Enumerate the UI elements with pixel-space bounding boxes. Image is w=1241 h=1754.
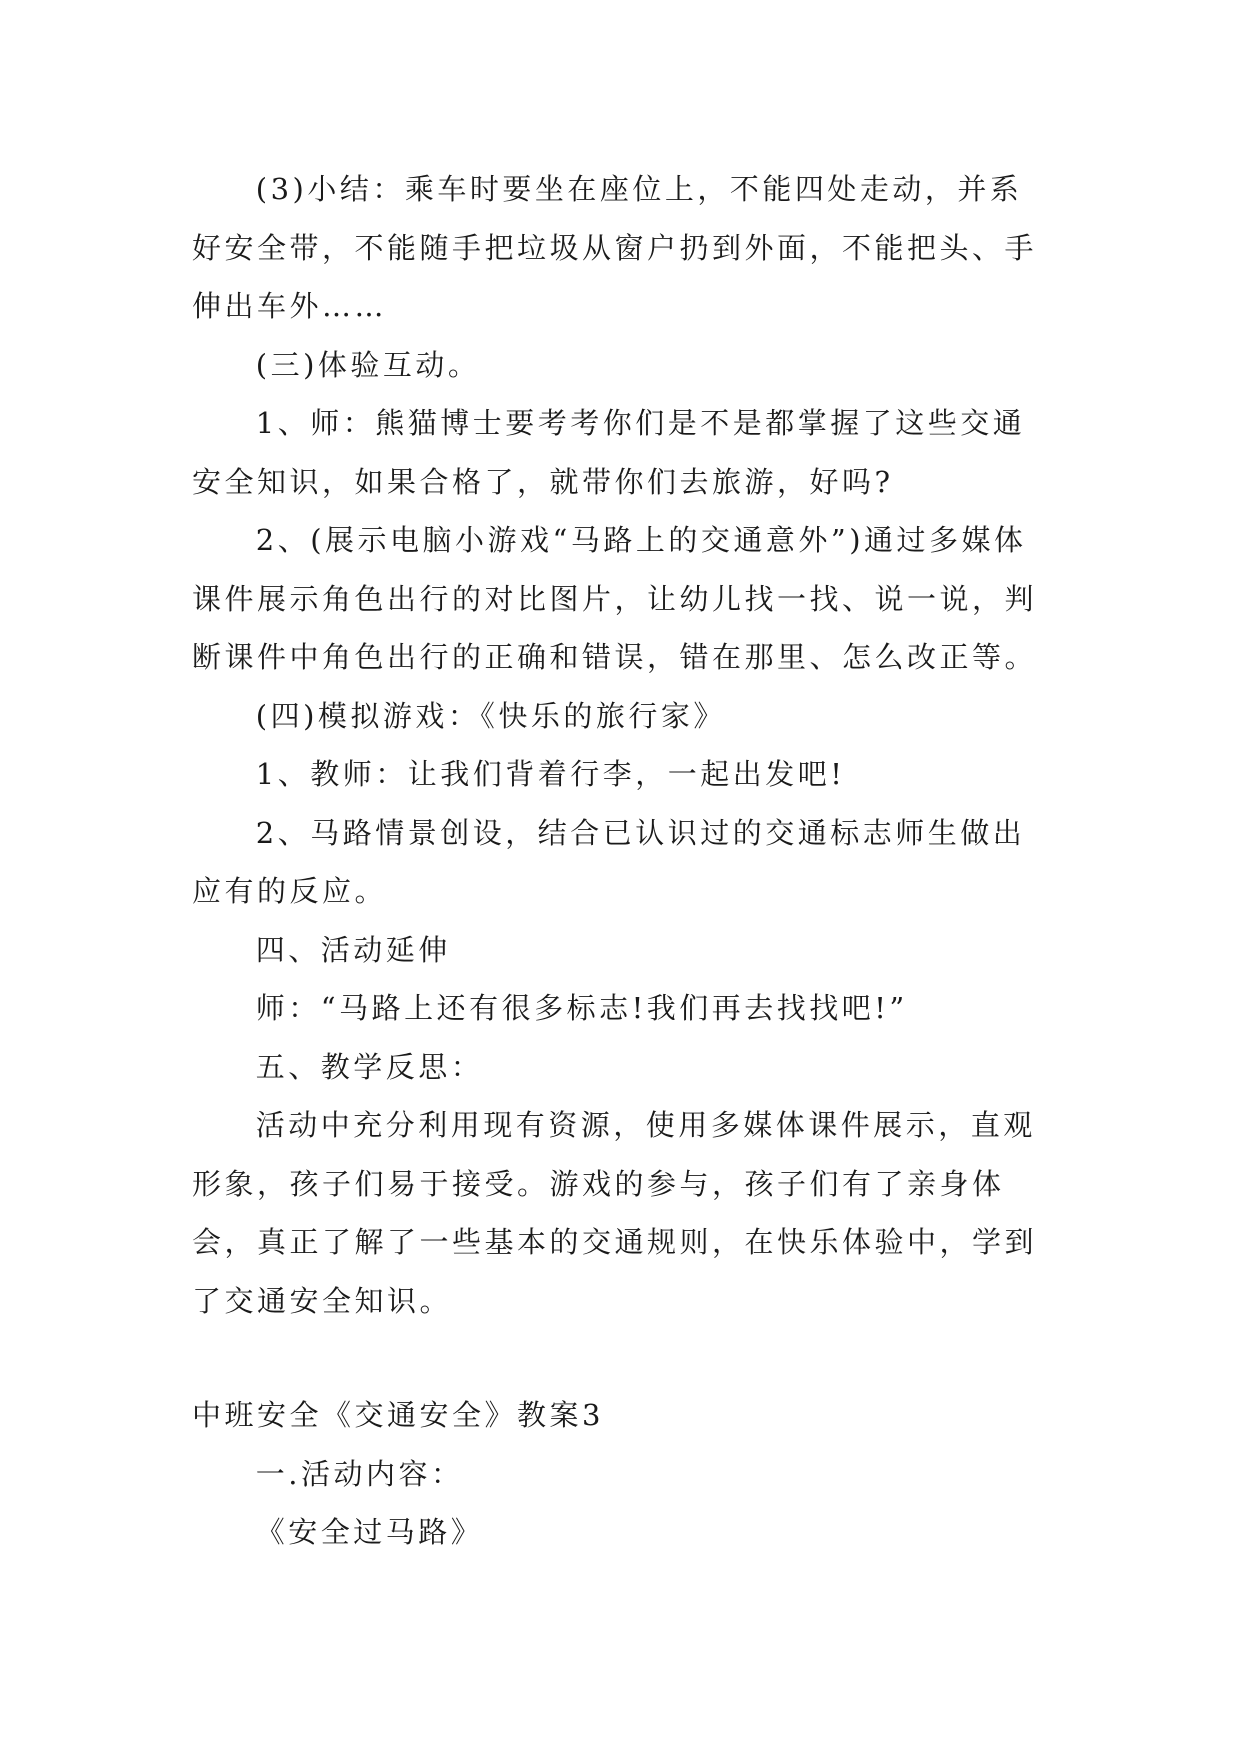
paragraph-item-1: 1、师：熊猫博士要考考你们是不是都掌握了这些交通安全知识，如果合格了，就带你们去旅游，好吗? xyxy=(192,406,1026,499)
paragraph-road-scene: 2、马路情景创设，结合已认识过的交通标志师生做出应有的反应。 xyxy=(192,815,1026,908)
section-title: 中班安全《交通安全》教案3 xyxy=(192,1398,604,1432)
paragraph-extension-quote: 师：“马路上还有很多标志!我们再去找找吧!” xyxy=(255,991,908,1025)
paragraph-summary: (3)小结：乘车时要坐在座位上，不能四处走动，并系好安全带，不能随手把垃圾从窗户扔到外面，不能把头、手伸出车外…… xyxy=(192,172,1038,323)
paragraph-reflection-heading: 五、教学反思： xyxy=(255,1049,484,1084)
paragraph-section-three: (三)体验互动。 xyxy=(255,347,481,382)
section-item-lesson-name: 《安全过马路》 xyxy=(255,1515,484,1549)
paragraph-teacher-line: 1、教师：让我们背着行李，一起出发吧! xyxy=(255,757,846,791)
paragraph-item-2: 2、(展示电脑小游戏“马路上的交通意外”)通过多媒体课件展示角色出行的对比图片，让幼儿找一找、说一说，判断课件中角色出行的正确和错误，错在那里、怎么改正等。 xyxy=(192,523,1038,674)
section-item-activity-content: 一.活动内容： xyxy=(255,1456,464,1491)
paragraph-reflection-body: 活动中充分利用现有资源，使用多媒体课件展示，直观形象，孩子们易于接受。游戏的参与，孩子们有了亲身体会，真正了解了一些基本的交通规则，在快乐体验中，学到了交通安全知识。 xyxy=(192,1108,1038,1318)
paragraph-extension-heading: 四、活动延伸 xyxy=(255,932,451,967)
paragraph-section-four: (四)模拟游戏：《快乐的旅行家》 xyxy=(255,698,726,733)
document-body xyxy=(192,160,1052,1562)
